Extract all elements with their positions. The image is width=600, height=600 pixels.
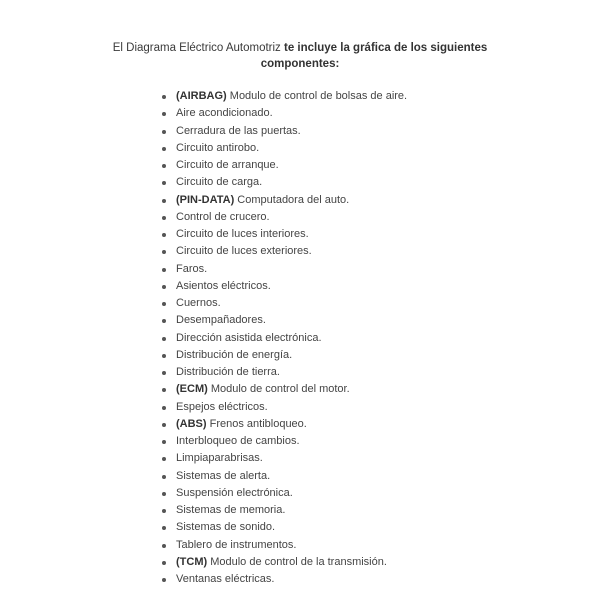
component-list-item: [150, 261, 407, 278]
component-list-item: [150, 209, 407, 226]
component-list-item: [150, 519, 407, 536]
component-list-item: [150, 364, 407, 381]
component-code: (TCM): [176, 555, 208, 568]
bullet-icon: [162, 406, 166, 410]
component-list-item: [150, 330, 407, 347]
intro-paragraph: [100, 40, 500, 72]
component-list-item: [150, 381, 407, 398]
intro-normal-text: El Diagrama Eléctrico Automotriz: [112, 42, 285, 54]
component-text: Sistemas de alerta.: [176, 469, 271, 482]
component-text: Distribución de energía.: [176, 348, 293, 361]
component-list: [150, 88, 407, 588]
component-list-item: [150, 278, 407, 295]
component-text: Modulo de control del motor.: [207, 383, 350, 396]
component-list-item: [150, 347, 407, 364]
bullet-icon: [162, 388, 166, 392]
component-list-item: [150, 468, 407, 485]
component-text: Aire acondicionado.: [176, 107, 273, 120]
bullet-icon: [162, 440, 166, 444]
bullet-icon: [162, 337, 166, 341]
component-list-item: [150, 554, 407, 571]
bullet-icon: [162, 302, 166, 306]
component-list-item: [150, 174, 407, 191]
bullet-icon: [162, 268, 166, 272]
bullet-icon: [162, 509, 166, 513]
component-text: Cuernos.: [176, 297, 221, 309]
component-code: (PIN-DATA): [176, 193, 235, 206]
component-text: Faros.: [176, 262, 208, 275]
component-list-item: [150, 226, 407, 243]
component-text: Interbloqueo de cambios.: [176, 435, 300, 447]
component-list-item: [150, 450, 407, 467]
component-code: (ABS): [176, 417, 207, 430]
component-text: Modulo de control de bolsas de aire.: [226, 90, 408, 102]
bullet-icon: [162, 250, 166, 254]
bullet-icon: [162, 216, 166, 220]
component-list-item: [150, 485, 407, 502]
bullet-icon: [162, 319, 166, 323]
intro-bold-text: te incluye la gráfica de los siguientes componentes:: [260, 42, 488, 70]
component-text: Circuito de luces exteriores.: [176, 245, 312, 258]
component-text: Computadora del auto.: [234, 193, 350, 206]
component-list-item: [150, 399, 407, 416]
bullet-icon: [162, 285, 166, 289]
component-list-item: [150, 537, 407, 554]
component-list-item: [150, 192, 407, 209]
component-list-item: [150, 243, 407, 260]
bullet-icon: [162, 164, 166, 168]
component-list-item: [150, 416, 407, 433]
bullet-icon: [162, 475, 166, 479]
bullet-icon: [162, 95, 166, 99]
bullet-icon: [162, 492, 166, 496]
component-text: Distribución de tierra.: [176, 366, 280, 378]
component-text: Ventanas eléctricas.: [176, 573, 275, 585]
bullet-icon: [162, 578, 166, 582]
component-text: Espejos eléctricos.: [176, 400, 268, 413]
component-text: Circuito antirobo.: [176, 141, 260, 154]
bullet-icon: [162, 457, 166, 461]
component-code: (AIRBAG): [176, 90, 227, 102]
component-text: Tablero de instrumentos.: [176, 538, 297, 551]
component-text: Circuito de arranque.: [176, 159, 279, 171]
bullet-icon: [162, 112, 166, 116]
component-text: Limpiaparabrisas.: [176, 452, 263, 465]
component-text: Control de crucero.: [176, 210, 270, 223]
bullet-icon: [162, 371, 166, 375]
component-text: Modulo de control de la transmisión.: [207, 555, 387, 568]
component-code: (ECM): [176, 383, 208, 396]
component-list-item: [150, 88, 407, 105]
component-text: Circuito de carga.: [176, 176, 263, 189]
bullet-icon: [162, 199, 166, 203]
bullet-icon: [162, 526, 166, 530]
component-text: Dirección asistida electrónica.: [176, 331, 322, 344]
bullet-icon: [162, 130, 166, 134]
bullet-icon: [162, 354, 166, 358]
component-list-item: [150, 433, 407, 450]
component-text: Frenos antibloqueo.: [206, 417, 307, 430]
bullet-icon: [162, 147, 166, 151]
component-text: Circuito de luces interiores.: [176, 228, 309, 240]
bullet-icon: [162, 423, 166, 427]
component-list-item: [150, 312, 407, 329]
component-list-item: [150, 140, 407, 157]
component-text: Asientos eléctricos.: [176, 279, 271, 292]
component-text: Desempañadores.: [176, 314, 266, 327]
bullet-icon: [162, 181, 166, 185]
component-text: Suspensión electrónica.: [176, 486, 293, 499]
component-list-item: [150, 502, 407, 519]
component-text: Sistemas de memoria.: [176, 504, 286, 516]
bullet-icon: [162, 561, 166, 565]
component-list-item: [150, 295, 407, 312]
component-text: Cerradura de las puertas.: [176, 124, 301, 137]
component-text: Sistemas de sonido.: [176, 521, 276, 534]
component-list-item: [150, 157, 407, 174]
component-list-item: [150, 571, 407, 588]
component-list-item: [150, 123, 407, 140]
bullet-icon: [162, 233, 166, 237]
bullet-icon: [162, 544, 166, 548]
component-list-item: [150, 105, 407, 122]
